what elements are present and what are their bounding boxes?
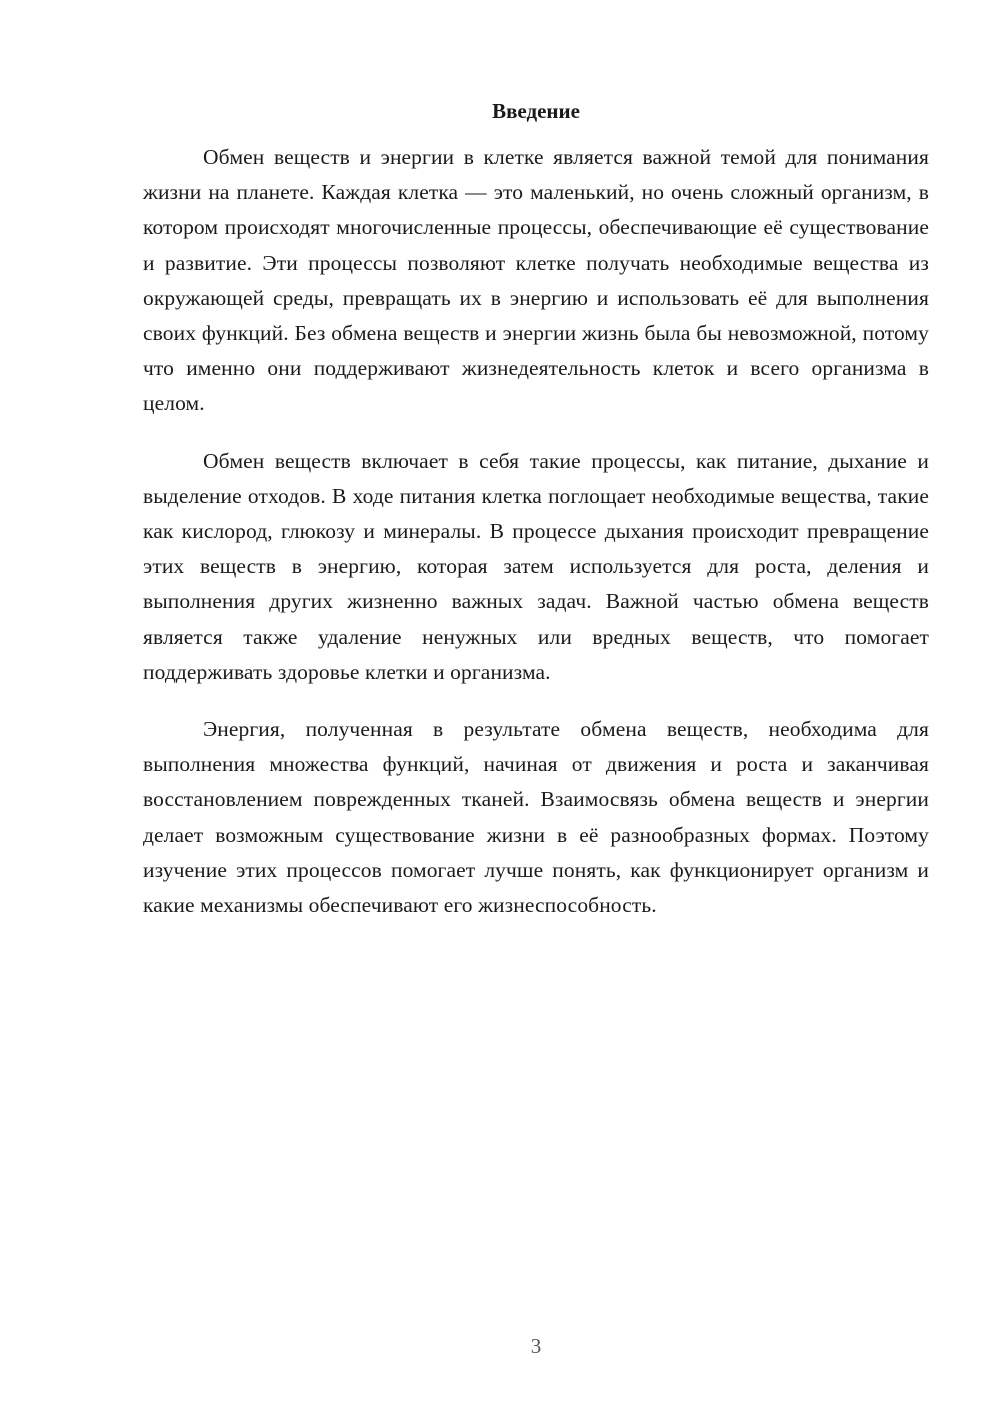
paragraph-2: Обмен веществ включает в себя такие процессы, как питание, дыхание и выделение отходов. В ходе питания клетка поглощает необходимые вещества, такие как кислород, глюкозу и минералы. В процессе дыхания происходит превращение этих веществ в энергию, которая затем используется для роста, деления и выполнения других жизненно важных задач. Важной частью обмена веществ является также удаление ненужных или вредных веществ, что помогает поддерживать здоровье клетки и организма. — [143, 448, 929, 684]
document-body — [143, 96, 929, 945]
paragraph-1: Обмен веществ и энергии в клетке является важной темой для понимания жизни на планете. Каждая клетка — это маленький, но очень сложный организм, в котором происходят многочисленные процессы, обеспечивающие её существование и развитие. Эти процессы позволяют клетке получать необходимые вещества из окружающей среды, превращать их в энергию и использовать её для выполнения своих функций. Без обмена веществ и энергии жизнь была бы невозможной, потому что именно они поддерживают жизнедеятельность клеток и всего организма в целом. — [143, 145, 929, 416]
page-number: 3 — [530, 1334, 542, 1358]
paragraph-3: Энергия, полученная в результате обмена веществ, необходима для выполнения множества функций, начиная от движения и роста и заканчивая восстановлением поврежденных тканей. Взаимосвязь обмена веществ и энергии делает возможным существование жизни в её разнообразных формах. Поэтому изучение этих процессов помогает лучше понять, как функционирует организм и какие механизмы обеспечивают его жизнеспособность. — [143, 717, 929, 918]
section-title: Введение — [492, 99, 580, 123]
